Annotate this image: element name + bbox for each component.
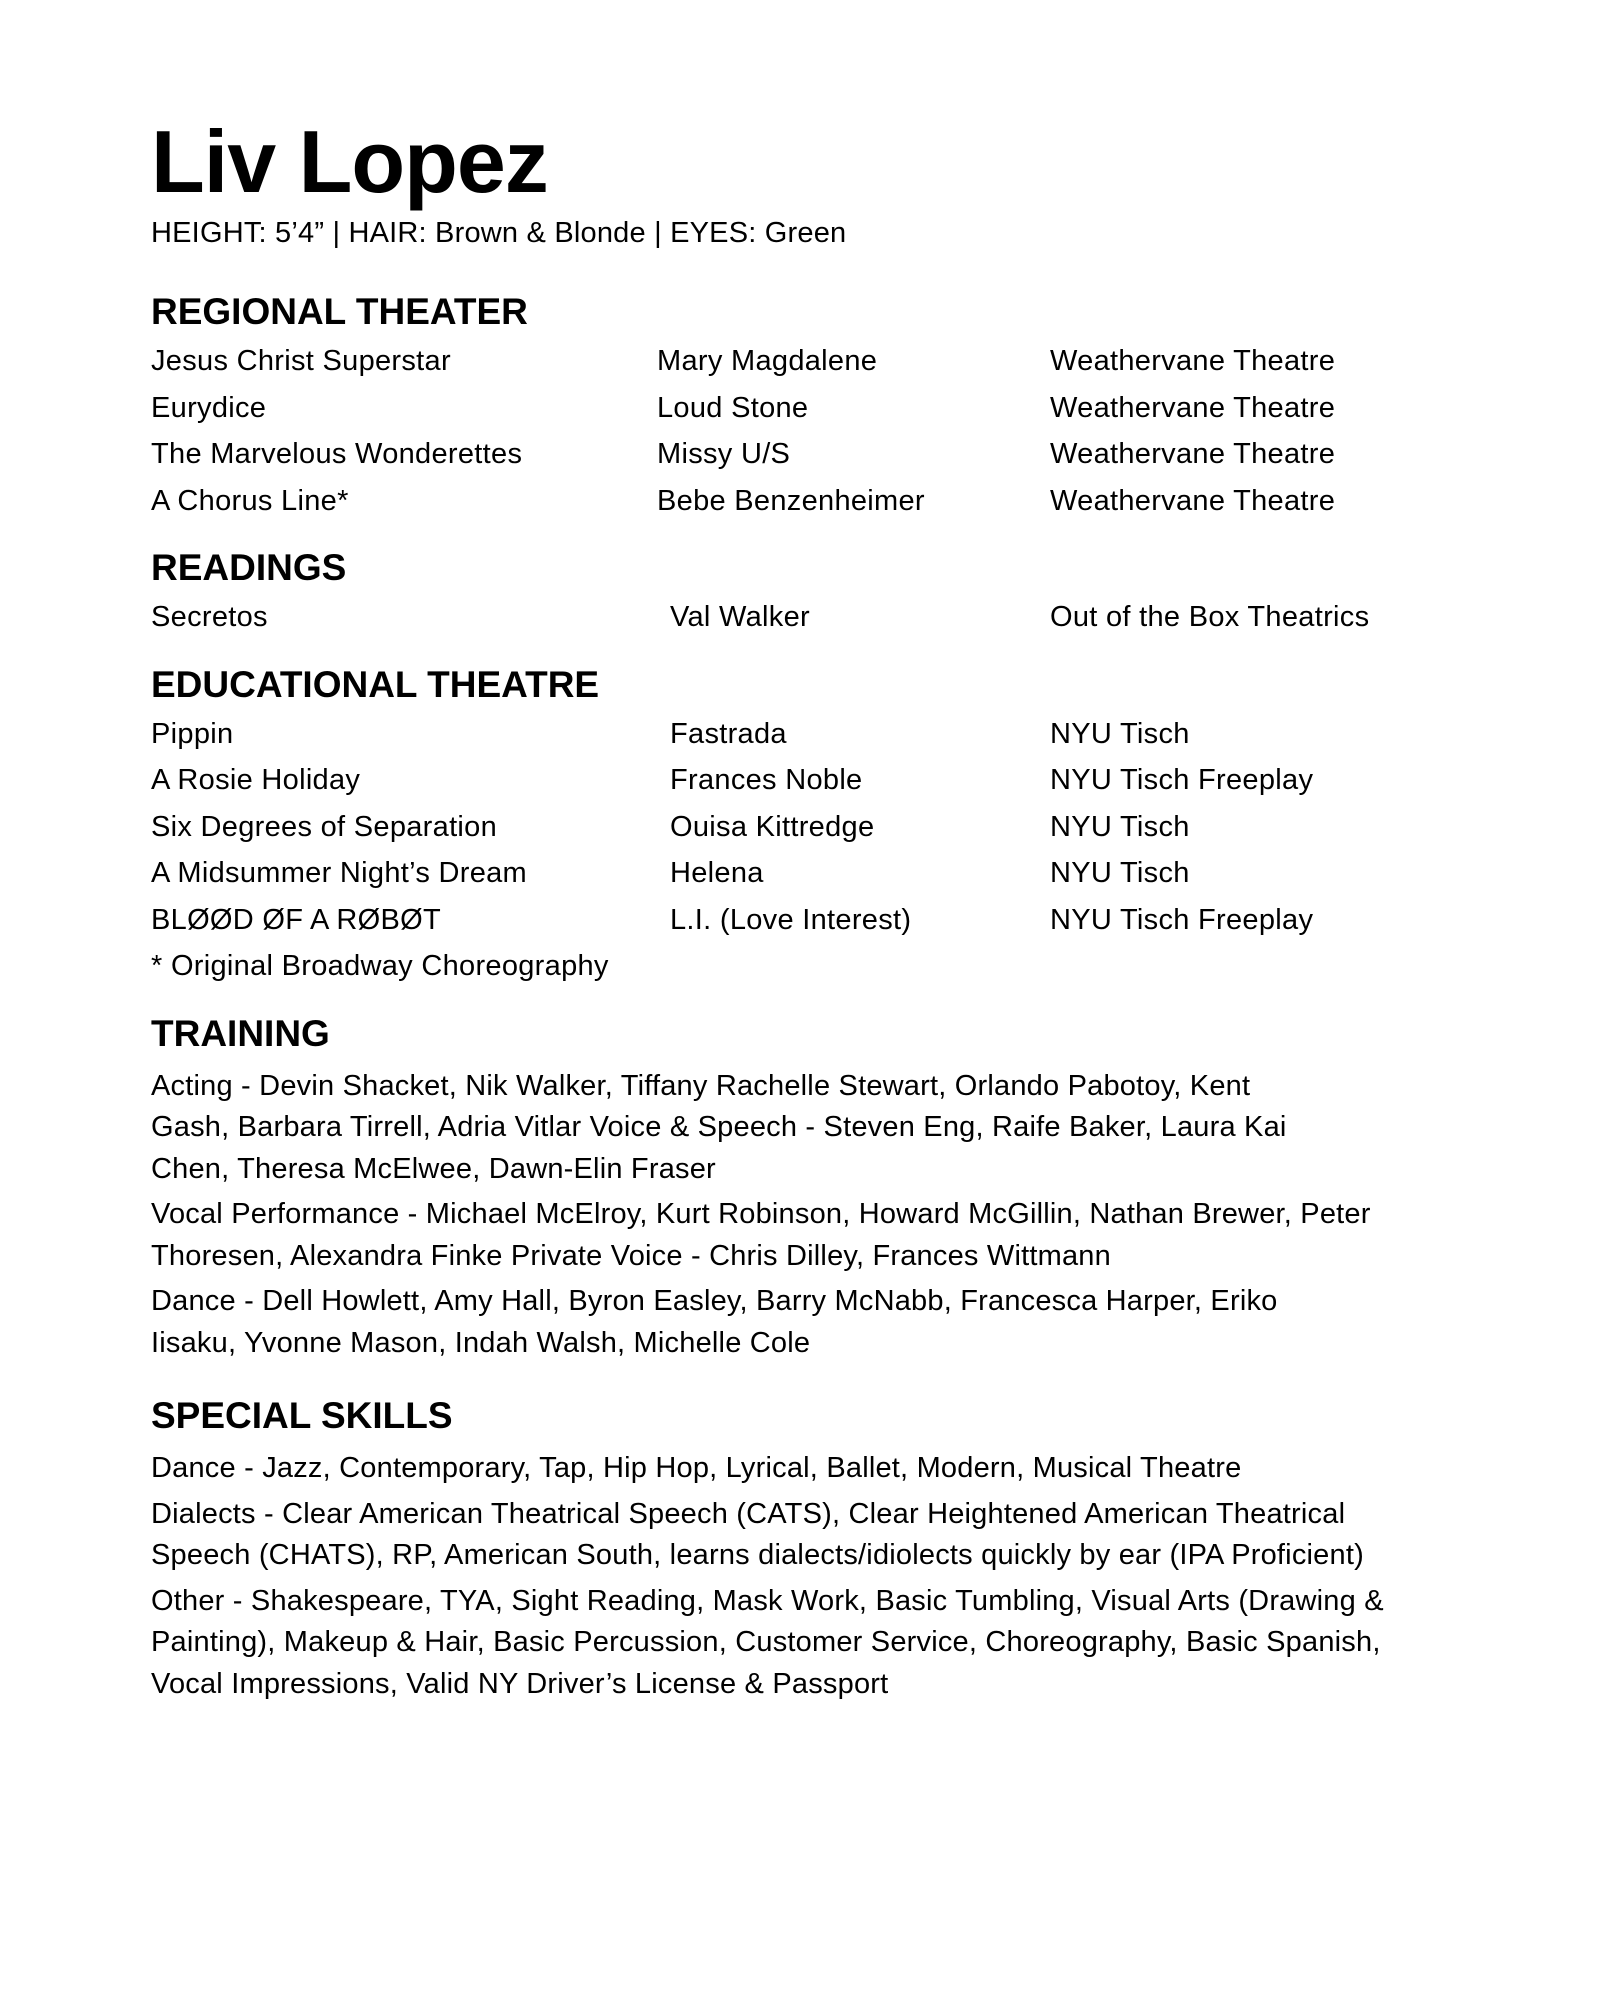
section-regional-theater <box>151 290 1451 524</box>
credit-role: Mary Magdalene <box>657 345 878 377</box>
credit-show: Six Degrees of Separation <box>151 810 498 843</box>
skills-dialects: Dialects - Clear American Theatrical Speech (CATS), Clear Heightened American Theatrical Speech (CHATS), RP, American South, learns dialects/idiolects quickly by ear (IPA Proficient) <box>151 1497 1364 1571</box>
physical-stats: HEIGHT: 5’4” | HAIR: Brown & Blonde | EYES: Green <box>151 217 847 249</box>
credit-show: BLØØD ØF A RØBØT <box>151 903 442 936</box>
credit-role: Loud Stone <box>657 391 809 424</box>
credit-venue: NYU Tisch Freeplay <box>1050 903 1314 936</box>
credit-venue: NYU Tisch <box>1050 717 1190 750</box>
credit-role: L.I. (Love Interest) <box>670 903 912 936</box>
credit-venue: Weathervane Theatre <box>1050 484 1336 517</box>
credit-row <box>151 757 1451 804</box>
credit-show: Pippin <box>151 717 234 750</box>
training-list <box>151 1066 1451 1365</box>
credit-row <box>151 897 1451 944</box>
training-vocal: Vocal Performance - Michael McElroy, Kurt Robinson, Howard McGillin, Nathan Brewer, Peter Thoresen, Alexandra Finke Private Voice - Chris Dilley, Frances Wittmann <box>151 1198 1371 1272</box>
credit-row <box>151 850 1451 897</box>
skills-other: Other - Shakespeare, TYA, Sight Reading, Mask Work, Basic Tumbling, Visual Arts (Drawing & Painting), Makeup & Hair, Basic Percussion, Customer Service, Choreography, Basic Spanish, Vocal Impressions, Valid NY Driver’s License & Passport <box>151 1584 1384 1700</box>
credit-venue: Weathervane Theatre <box>1050 391 1336 424</box>
section-title-regional: REGIONAL THEATER <box>151 291 528 332</box>
credit-role: Missy U/S <box>657 438 791 470</box>
credit-venue: Weathervane Theatre <box>1050 345 1336 377</box>
credit-row <box>151 594 1451 641</box>
credit-row <box>151 338 1451 385</box>
credits-list <box>151 594 1451 641</box>
choreography-footnote: * Original Broadway Choreography <box>151 950 609 982</box>
section-readings <box>151 546 1451 641</box>
credit-row <box>151 385 1451 432</box>
section-title-training: TRAINING <box>151 1012 330 1054</box>
section-title-skills: SPECIAL SKILLS <box>151 1395 453 1436</box>
credit-row <box>151 478 1451 525</box>
training-dance: Dance - Dell Howlett, Amy Hall, Byron Easley, Barry McNabb, Francesca Harper, Eriko Iisaku, Yvonne Mason, Indah Walsh, Michelle Cole <box>151 1285 1278 1359</box>
credit-venue: NYU Tisch <box>1050 857 1190 889</box>
credit-venue: Out of the Box Theatrics <box>1050 601 1370 633</box>
credits-list <box>151 338 1451 524</box>
performer-name: Liv Lopez <box>151 112 548 211</box>
credit-venue: NYU Tisch <box>1050 810 1190 843</box>
section-title-readings: READINGS <box>151 547 347 588</box>
credit-role: Ouisa Kittredge <box>670 810 875 843</box>
section-special-skills <box>151 1394 1451 1705</box>
training-acting: Acting - Devin Shacket, Nik Walker, Tiffany Rachelle Stewart, Orlando Pabotoy, Kent Gash, Barbara Tirrell, Adria Vitlar Voice & Speech - Steven Eng, Raife Baker, Laura Kai Chen, Theresa McElwee, Dawn-Elin Fraser <box>151 1069 1287 1185</box>
resume-page <box>151 112 1451 1709</box>
section-title-educational: EDUCATIONAL THEATRE <box>151 663 600 705</box>
credit-show: Jesus Christ Superstar <box>151 345 451 377</box>
credit-show: Eurydice <box>151 391 267 424</box>
credits-list <box>151 711 1451 944</box>
credit-show: A Rosie Holiday <box>151 764 361 796</box>
credit-venue: Weathervane Theatre <box>1050 438 1336 470</box>
credit-role: Bebe Benzenheimer <box>657 484 925 517</box>
credit-show: A Midsummer Night’s Dream <box>151 857 528 889</box>
credit-role: Frances Noble <box>670 764 863 796</box>
credit-role: Helena <box>670 857 764 889</box>
credit-row <box>151 711 1451 758</box>
skills-dance: Dance - Jazz, Contemporary, Tap, Hip Hop, Lyrical, Ballet, Modern, Musical Theatre <box>151 1452 1242 1484</box>
credit-venue: NYU Tisch Freeplay <box>1050 764 1314 796</box>
credit-role: Val Walker <box>670 601 810 633</box>
credit-show: Secretos <box>151 601 268 633</box>
credit-show: A Chorus Line* <box>151 484 349 517</box>
section-training <box>151 1012 1451 1365</box>
section-educational-theatre <box>151 663 1451 990</box>
credit-row <box>151 431 1451 478</box>
credit-row <box>151 804 1451 851</box>
skills-list <box>151 1448 1451 1705</box>
credit-role: Fastrada <box>670 717 787 750</box>
credit-show: The Marvelous Wonderettes <box>151 438 523 470</box>
